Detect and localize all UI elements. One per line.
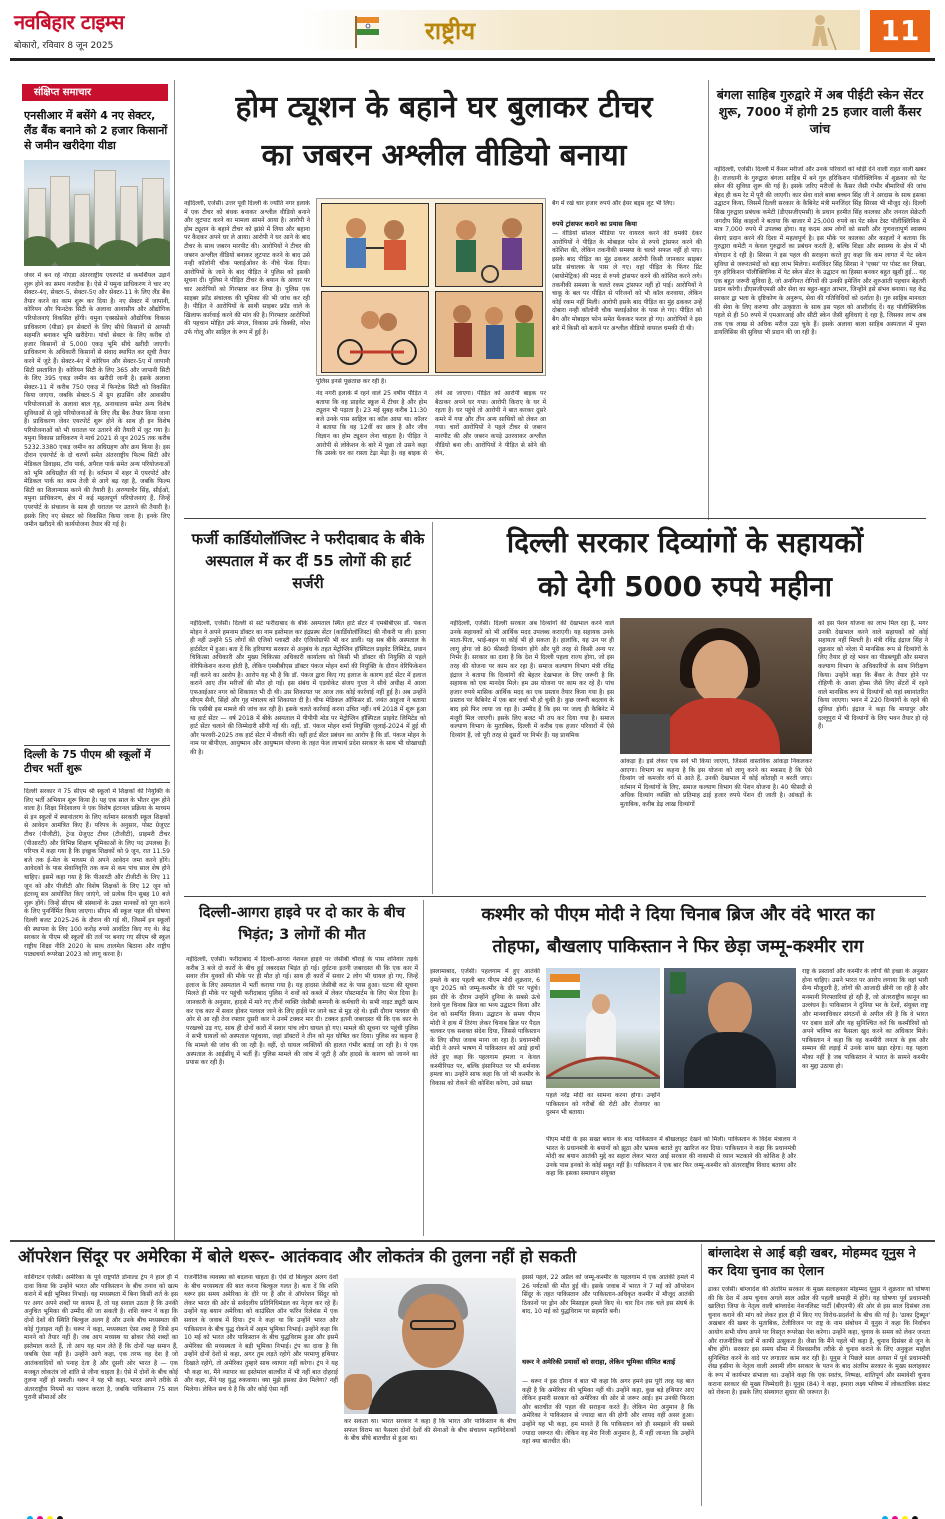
lead-headline-line2: का जबरन अश्लील वीडियो बनाया	[261, 138, 627, 173]
tharoor-col2-tail: कर सकता था। भारत सरकार ने कहा है कि भारत और पाकिस्तान के बीच सफल विराम का फैसला दोनों देशों की सेनाओं के बीच संचालन महानिदेशकों के बीच सीधे बातचीत से हुआ था।	[344, 1418, 516, 1443]
highway-body: नईदिल्ली, एजेंसी। फरीदाबाद में दिल्ली-आगरा नेशनल हाइवे पर जेसीबी चौराहे के पास शनिवार तड़के करीब 3 बजे दो कारों के बीच हुई जबरदस्त भिड़ंत हो गई। दुर्घटना इतनी जबरदस्त थी कि एक कार में सवार तीन युवकों की मौके पर ही मौत हो गई। साथ ही कारों में सवार 2 लोग भी घायल हो गए, जिन्हें इलाज के लिए अस्पताल में भर्ती कराया गया है। यह हादसा जेसीबी कट के पास हुआ। घटना की सूचना मिलते ही मौके पर पहुंची फरीदाबाद पुलिस ने शवों को कब्जे में लेकर पोस्टमार्टम के लिए भेज दिया है। जानकारी के अनुसार, हादसे में मारे गए तीनों व्यक्ति जेसीबी कम्पनी के कर्मचारी थे। सभी नाइट ड्यूटी खत्म कर एक कार में सवार होकर पलवल जाने के लिए हाईवे पर जाने कट से मुड़ रहे थे। इसी दौरान पलवल की ओर से आ रही तेज रफ्तार दूसरी कार ने उनमें टक्कर मार दी। टक्कर इतनी जबरदस्त थी कि एक कार के परखच्चे उड़ गए, साथ ही दोनों कारों में सवार पांच लोग घायल हो गए। मामले की सूचना पर पहुंची पुलिस ने सभी घायलों को अस्पताल पहुंचाया, जहां डॉक्टरों ने तीन को मृत घोषित कर दिया। पुलिस का कहना है कि मामले की जांच की जा रही है। वहीं, दो घायल व्यक्तियों की हालत गंभीर बताई जा रही है। ये एक अस्पताल के आईसीयू में भर्ती हैं। पुलिस मामले की जांच में जुटी है और हादसे के कारण को जानने का प्रयास कर रही है।	[186, 956, 418, 1067]
kashmir-headline-line2: तोहफा, बौखलाए पाकिस्तान ने फिर छेड़ा जम्मू-कश्मीर राग	[492, 937, 864, 957]
chenab-bridge-photo	[546, 968, 660, 1088]
highway-headline: दिल्ली-आगरा हाइवे पर दो कार के बीच भिड़ंत; 3 लोगों की मौत	[198, 905, 405, 943]
divyang-headline-line1: दिल्ली सरकार दिव्यांगों के सहायकों	[506, 526, 864, 559]
bangla-sahib-body: नईदिल्ली, एजेंसी। दिल्ली में कैंसर मरीजों और उनके परिवारों को थोड़ी देने वाली राहत वाली खबर है। राजधानी के गुरुद्वारा बंगला साहिब में बने गुरु हरिकिशन पॉलीक्लिनिक में शुक्रवार को पेट स्केन की सुविधा शुरू की गई है। इसके जरिए मरीजों के कैंसर जैसी गंभीर बीमारियों की जांच बेहद ही कम रेट में पूरी की जाएगी। कार सेवा वाले बाबा बच्चन सिंह जी ने अरदास के साथ इसका उद्घाटन किया, जिसमें दिल्ली सरकार के कैबिनेट मंत्री मनजिंदर सिंह सिरसा भी मौजूद रहे। दिल्ली सिख गुरुद्वारा प्रबंधक कमेटी (डीएसजीएमसी) के प्रधान हरमीत सिंह कालका और जनरल सेक्रेटरी जगदीप सिंह काहलों ने बताया कि बाजार में 25,000 रुपये का पेट स्केन टेस्ट पॉलीक्लिनिक में मात्र 7,000 रुपये में उपलब्ध होगा। यह कदम आम लोगों को सस्ती और गुणवत्तापूर्ण स्वास्थ्य सेवाएं प्रदान करने की दिशा में महत्वपूर्ण है। इस मौके पर कालका और काहलों ने बताया कि गुरुद्वारा कमेटी न केवल गुरुद्वारों का प्रबंधन करती है, बल्कि शिक्षा और स्वास्थ्य के क्षेत्र में भी योगदान दे रही है। सिरसा ने इस पहल की सराहना करते हुए कहा कि कम लागत में पेट स्केन सुविधा से जरूरतमंदों को बड़ा लाभ मिलेगा। मनजिंदर सिंह सिरसा ने 'एक्स' पर पोस्ट कर लिखा, गुरु हरिकिशन पॉलीक्लिनिक में पेट स्केन सेंटर के उद्घाटन का हिस्सा बनकर बहुत खुशी हुई... यह एक बहुत जरूरी सुविधा है, जो अनगिनत रोगियों की उनकी इमेजिंग और शुरुआती पहचान बेहतरी प्रदान करेगी। डीएसजीएमसी और सेवा का बहुत-बहुत आभार, जिन्होंने इसे संभव बनाया। यह केंद्र सरकार द्वा भला के दृष्टिकोण के अनुरूप, सेवा की गतिविधियों को दर्शाता है। गुरु साहिब मानवता की सेवा के लिए करुणा और उत्कृष्टता के साथ इस पहल को आशीर्वाद दें। यह पॉलीक्लिनिक पहले से ही 50 रुपये में एमआरआई और सीटी स्केन जैसी सुविधाएं दे रहा है, जिसका लाभ अब तक एक लाख से अधिक मरीज उठा चुके हैं। इसके अलावा बाला साहिब अस्पताल में मुफ्त डायलिसिस की सुविधा भी प्रदान की जा रही है।	[714, 166, 926, 337]
masthead-rule	[10, 58, 935, 61]
page-number: 11	[870, 10, 930, 52]
tharoor-headline: ऑपरेशन सिंदूर पर अमेरिका में बोले थरूर- आतंकवाद और लोकतंत्र की तुलना नहीं हो सकती	[18, 1247, 577, 1266]
kashmir-headline-line1: कश्मीर को पीएम मोदी ने दिया चिनाब ब्रिज और वंदे भारत का	[481, 905, 875, 925]
section-divider	[184, 896, 926, 897]
brief-divider	[24, 745, 170, 746]
section-divider	[184, 518, 926, 519]
cardio-headline: फर्जी कार्डियोलॉजिस्ट ने फरीदाबाद के बीके अस्पताल में कर दीं 55 लोगों की हार्ट सर्जरी	[191, 530, 425, 592]
masthead	[0, 0, 945, 64]
cardio-body: नईदिल्ली, एजेंसी। दिल्ली से सटे फरीदाबाद के बीके अस्पताल स्थित हार्ट सेंटर में एमबीबीएस डॉ. पंकज मोहन ने अपने हमनाम डॉक्टर का नाम इस्तेमाल कर इंद्रप्रस्थ सेंटर (कार्डियोलॉजिस्ट) की नौकरी पा ली। इतना ही नहीं उन्होंने 55 लोगों की एंजियो प्लास्टी और एंजियोग्राफी भी कर डाली। यह सब बीके अस्पताल के हार्टसेंटर में हुआ। बता दें कि हरियाणा सरकार से अनुबंध के तहत मेट्रोप्लिन हॉस्पिटल प्राइवेट लिमिटेड, प्रधान चिकित्सा अधिकारी और मुख्य चिकित्सा अधिकारी कार्यालय को किसी भी डॉक्टर की नियुक्ति से पहले वेरिफिकेशन करना होती है, लेकिन एमबीबीएस डॉक्टर पंकज मोहन शर्मा की नियुक्ति के दौरान वेरिफिकेशन नहीं करने का आरोप है। आरोप यह भी है कि डॉ. पंकज द्वारा किए गए इलाज के कारण हार्ट सेंटर में इलाज कराने आए तीन मरीजों की मौत हो गई। इस संबंध में एडवोकेट संजय गुप्ता ने सीधे अधीक्ष में आला एफआईआर नगर को शिकायत भी दी थी। उस शिकायत पर आज तक कोई कार्रवाई नहीं हुई है। अब उन्होंने सीएम सैनी, सिंहो और गृह मंत्रालय को शिकायत दी है। चीफ मेडिकल ऑफिसर डॉ. जयंत आहूजा ने बताया कि एसीबी इस मामले की जांच कर रही है। इसके चलते कार्रवाई करना उचित नहीं। वर्ष 2018 में शुरू हुआ था हार्ट सेंटर — वर्ष 2018 में बीके अस्पताल में पीपीपी मोड पर मेट्रोप्लिन हॉस्पिटल प्राइवेट लिमिटेड को हार्ट सेंटर चलाने की जिम्मेदारी सौंपी गई थी। वहीं, डॉ. पंकज मोहन शर्मा नियुक्ति जुलाई-2024 में हुई थी और फरवरी-2025 तक हार्ट सेंटर में नौकरी की। वहीं हार्ट सेंटर प्रबंधन का आरोप है कि डॉ. पंकज मोहन के नाम पर बीपीएल, आयुष्मान और आयुष्मान योजना के तहत फेल लाभार्थ प्रदेश सरकार के साथ भी धोखाधड़ी की है।	[190, 620, 426, 756]
section-divider	[10, 1240, 935, 1242]
section-banner	[300, 10, 860, 50]
lead-col3-subhead: रुपये ट्रांसफर कराने का प्रयास किया	[552, 220, 637, 228]
kashmir-col1-caption: पहले नरेंद्र मोदी का सामना करना होगा। उन्होंने पाकिस्तान को गरीबों की रोटी और रोजगार का दुश्मन भी बताया।	[546, 1092, 660, 1117]
divyang-col2: आंकड़ा है। इसे लेकर एक सर्वे भी किया जाएगा, जिससे वास्तविक आंकड़ा निकलकर आएगा। विभाग का कहना है कि इस योजना को लागू करने का मकसद है कि ऐसे दिव्यांग जो कमजोर वर्ग से आते हैं, उनकी देखभाल में कोई कोताही न बरती जाए। वर्तमान में दिव्यांगों के लिए, समाज कल्याण विभाग की पेंशन योजना है। 40 फीसदी से अधिक दिव्यांग व्यक्ति को प्रतिमाह ढाई हजार रुपये पेंशन दी जाती है। आंकड़ों के मुताबिक, करीब डेढ़ लाख दिव्यांगों	[620, 758, 812, 808]
brief1-body: जेवर में बन रहे नोएडा अंतरराष्ट्रीय एयरपोर्ट से कमर्शियल उड़ानें शुरू होने का समय नजदीक है। ऐसे में यमुना प्राधिकरण ने चार नए सेक्टर-4ए, सेक्टर-5, सेक्टर-5ए और सेक्टर-11 के लिए लैंड बैंक तैयार करने का काम शुरू कर दिया है। नए सेक्टर में जापानी, कोरियन और फिनटेक सिटी के अलावा आवासीय और औद्योगिक परियोजनाएं विकसित होंगी। यमुना एक्सप्रेसवे औद्योगिक विकास प्राधिकरण (यीडा) इन सेक्टरों के लिए सीधे किसानों से आपसी सहमति बनाकर भूमि खरीदेगा। पांचों सेक्टर के लिए करीब दो हजार किसानों से 5,000 एकड़ भूमि सीधे खरीदी जाएगी। प्राधिकरण के अधिकारी किसानों से संवाद स्थापित कर सूची तैयार करने में जुटे हैं। सेक्टर-4ए में कोरियन और सेक्टर-5ए में जापानी सिटी प्रस्तावित है। कोरियन सिटी के लिए 365 और जापानी सिटी के लिए 395 एकड़ जमीन का खरीदी जानी है। इसके अलावा सेक्टर-11 में करीब 750 एकड़ में फिनटेक सिटी को विकसित किया जाएगा, जबकि सेक्टर-5 में ग्रुप हाउसिंग और आवासीय परियोजनाओं के अलावा बाल गृह, अनाथालय समेत अन्य विशेष सुविधाओं से जुड़े परियोजनाओं के लिए लैंड बैंक तैयार किया जाना है। प्राधिकरण जेवर एयरपोर्ट शुरू होने के साथ ही इन विशेष परियोजनाओं को भी धरातल पर उतारने की तैयारी में जुट गया है। यमुना विकास प्राधिकरण ने मार्च 2021 से जून 2025 तक करीब 5232.3380 एकड़ जमीन का अधिग्रहण और क्रय किया है। इस दौरान एयरपोर्ट के दो चरणों समेत अंतरराष्ट्रीय फिल्म सिटी और मेडिकल डिवाइस, टॉय पार्क, अपैरल पार्क समेत अन्य परियोजनाओं को भूमि अधिग्रहीत की गई है। वर्तमान में शहर में एयरपोर्ट और मेडिकल पार्क का काम तेजी से आगे बढ़ रहा है, जबकि फिल्म सिटी का शिलान्यास करने की तैयारी है। अरण्याचैर सिंह, सीईओ, यमुना प्राधिकरण, क्षेत्र में कई महत्वपूर्ण परियोजनाएं हैं, जिन्हें एयरपोर्ट के संचालन के साथ ही धरातल पर उतारने की तैयारी है। इसके लिए नए सेक्टर को विकसित किया जाना है। इनके लिए जमीन खरीदने की कार्ययोजना तैयार की गई है।	[24, 272, 170, 529]
brief-divider	[24, 782, 170, 783]
lead-col3: बैग में रखे चार हजार रुपये और ईयर बड्स लूट भी लिए।	[552, 200, 675, 207]
tharoor-col3-body: — थरूर ने इस दौरान ये बात भी कहा कि अगर हमने इस पूरी तरह यह बात कही है कि अमेरिका की भूमिका नहीं थी। उन्होंने कहा, कुछ बड़े हथियार आए लेकिन हमारी सरकार को अमेरिका की ओर से जरूर आई। हम उनकी फिरता और बातचीत की पहल की सराहना करते हैं। लेकिन मेरा अनुमान है कि अमेरिका ने पाकिस्तान से ज्यादा बात की होगी और शायद वहीं असर हुआ। उन्होंने यह भी कहा, हम मानते हैं कि पाकिस्तान को ही समझाने की सबसे ज्यादा जरूरत थी। लेकिन यह मेरा निजी अनुमान है, मैं नहीं जानता कि उन्होंने वहां क्या बातचीत की।	[522, 1378, 694, 1446]
lead-col3-body: — वीडियो सोशल मीडिया पर वायरल करने की धमकी देकर आरोपियों ने पीड़ित के मोबाइल फोन से रुपये ट्रांसफर करने की कोशिश की, लेकिन तकनीकी समस्या के चलते सफल नहीं हो पाए। इसके बाद पीड़ित का मुंह ढककर आरोपी किसी जानकार साइबर फ्रॉड संचालक के पास ले गए। वहां पीड़ित के फिंगर प्रिंट (बायोमेट्रिक) की मदद से रुपये ट्रांसफर करने की कोशिश करने लगे। तकनीकी समस्या के चलते रकम ट्रांसफर नहीं हो पाई। आरोपियों ने चाकू के बल पर पीड़ित से परिजनों को भी कॉल करवाया, लेकिन कोई रकम नहीं मिली। आरोपी इसके बाद पीड़ित का मुंह ढककर उन्हें दोबारा नन्ही कॉलोनी चौक फ्लाईओवर के पास ले गए। पीड़ित को बैग और मोबाइल फोन समेत फेंककर फरार हो गए। आरोपियों ने इस बारे में किसी को बताने पर अश्लील वीडियो वायरल धमकी दी थी।	[552, 230, 702, 332]
lead-col1: नईदिल्ली, एजेंसी। उत्तर पूर्वी दिल्ली के ज्योति नगर इलाके में एक टीचर को बंधक बनाकर अश्लील वीडियो बनाने और लूटपाट करने का मामला सामने आया है। आरोपी ने होम ट्यूशन के बहाने टीचर को झांसे में लिया और बहाना पर कैदकर अपने घर ले आया। आरोपी ने घर आने के बाद टीचर के साथ जबरन मारपीट की। आरोपियों ने टीचर की जबरन अश्लील वीडियो बनाकर लूटपाट करने के बाद उसे नन्ही कॉलोनी चौक फ्लाईओवर के नीचे फेंक दिया। आरोपियों के जाने के बाद पीड़ित ने पुलिस को इसकी सूचना दी। पुलिस ने पीड़ित टीचर के बयान के आधार पर चार आरोपियों को गिरफ्तार कर लिया है। पुलिस एक साइबर फ्रॉड संचालक की भूमिका की भी जांच कर रही है। पीड़ित ने आरोपियों के साथी साइबर फ्रॉड वाले के खिलाफ कार्रवाई करने की मांग की है। गिरफ्तार आरोपियों की पहचान मोहित उर्फ मंगल, विकास उर्फ विक्की, नरेश उर्फ गोलू और साहिल के रूप में हुई है।	[184, 200, 310, 336]
gandhi-figure-icon	[780, 12, 850, 52]
column-divider	[701, 1244, 702, 1506]
divyang-col3: को इस पेंशन योजना का लाभ मिल रहा है, मगर उनकी देखभाल करने वाले सहायकों को कोई सहायता नहीं मिलती है। मंत्री रविंद्र इंद्राज सिंह ने शुक्रवार को नरेला में मानसिक रूप से दिव्यांगों के लिए तैयार हो रहे भवन का पीडब्ल्यूडी और समाज कल्याण विभाग के अधिकारियों के साथ निरीक्षण किया। उन्होंने कहा कि बैंकर के तैयार होने पर रोहिणी के आशा होम्स जैसे लिए सेंटरों में रहने वाले मानसिक रूप से दिव्यांगों को यहां स्थानांतरित किया जाएगा। भवन में 220 दिव्यांगों के रहने की सुविधा होगी। इंद्राज ने कहा कि मायापुर और दल्लूपुरा में भी दिव्यांगों के लिए भवन तैयार हो रहे हैं।	[818, 620, 928, 731]
lead-headline-line1: होम ट्यूशन के बहाने घर बुलाकर टीचर	[235, 90, 653, 125]
bangladesh-headline: बांग्लादेश से आई बड़ी खबर, मोहम्मद यूनुस ने कर दिया चुनाव का ऐलान	[708, 1245, 916, 1278]
issue-date: बोकारो, रविवार 8 जून 2025	[14, 41, 114, 51]
lead-photo-caption: पुलिस इनसे पूछताछ कर रही है।	[316, 378, 387, 385]
color-registration-strip	[0, 1508, 945, 1516]
section-title: राष्ट्रीय	[425, 17, 476, 45]
kashmir-col1: इस्लामाबाद, एजेंसी। पहलगाम में हुए आतंकी हमले के बाद पहली बार पीएम मोदी शुक्रवार, 6 जून 2025 को जम्मू-कश्मीर के दौरे पर पहुंचे। इस दौरे के दौरान उन्होंने दुनिया के सबसे ऊंचे रेलवे पुल चिनाब ब्रिज का भव्य उद्घाटन किया और देश को समर्पित किया। उद्घाटन के समय पीएम मोदी ने हाथ में तिरंगा लेकर चिनाब ब्रिज पर पैदल चलकर एक सशक्त संदेश दिया, जिससे पाकिस्तान के लिए सीधा जवाब माना जा रहा है। प्रधानमंत्री मोदी ने अपने भाषण में पाकिस्तान को आड़े हाथों लेते हुए कहा कि पहलगाम हमला न केवल कश्मीरियत पर, बल्कि इंसानियत पर भी शर्मनाक हमला था। उन्होंने साफ कहा कि जो भी कश्मीर के विकास को रोकने की कोशिश करेगा, उसे सख्त	[430, 968, 540, 1087]
tharoor-col1: वाशिंगटन एजेंसी। अमेरिका के पूर्व राष्ट्रपति डोनाल्ड ट्रंप ने हाल ही में दावा किया कि उन्होंने भारत और पाकिस्तान के बीच तनाव को खत्म कराने में बड़ी भूमिका निभाई। वह मध्यस्थता में बिना किसी शर्त के इस पर अगर अपने शब्दों पर कायम हैं, तो यह सवाल उठता है कि उनकी अनुचित भूमिका की उम्मीद की जा सकती है। शशि थरूर ने कहा कि दोनों देशों की स्थिति बिल्कुल अलग है और उनके बीच मध्यस्थता की कोई गुंजाइश नहीं है। थरूर ने कहा, मध्यस्थता ऐसा शब्द है जिसे हम मानने को तैयार नहीं हैं। जब आप मध्यस्थ या ब्रोकर जैसे शब्दों का इस्तेमाल करते हैं, तो आप यह मान लेते हैं कि दोनों पक्ष समान हैं, जबकि ऐसा नहीं है। उन्होंने आगे कहा, एक तरफ वह देश है जो आतंकवादियों को पनाह देता है और दूसरी ओर भारत है — एक मजबूत लोकतंत्र जो शांति से जीना चाहता है। ऐसे में दोनों के बीच कोई तुलना नहीं हो सकती। थरूर ने यह भी कहा, भारत अपने तरीके से अंतरराष्ट्रीय नियमों का पालन करता है, जबकि पाकिस्तान 75 साल पुरानी सीमाओं और	[24, 1274, 178, 1402]
minister-portrait-photo	[620, 618, 812, 754]
tharoor-col3: इससे पहले, 22 अप्रैल को जम्मू-कश्मीर के पहलगाम में एक आतंकी हमले में 26 पर्यटकों की मौत हुई थी। इसके जवाब में भारत ने 7 मई को ऑपरेशन सिंदूर के तहत पाकिस्तान और पाकिस्तान-अधिकृत कश्मीर में मौजूद आतंकी ठिकानों पर ड्रोन और मिसाइल हमले किए थे। चार दिन तक चले इस संघर्ष के बाद, 10 मई को युद्धविराम पर सहमति बनी।	[522, 1274, 694, 1316]
shashi-tharoor-photo	[344, 1278, 516, 1414]
divyang-col1: नईदिल्ली, एजेंसी। दिल्ली सरकार अब दिव्यांगों की देखभाल करने वाले उनके सहायकों को भी आर्थिक मदद उपलब्ध कराएगी। यह सहायक उनके माता-पिता, भाई-बहन या कोई भी हो सकता है। हालांकि, यह उन पर ही लागू होगा जो 80 फीसदी दिव्यांग होंगे और पूरी तरह से किसी अन्य पर निर्भर हैं। सरकार का दावा है कि देश में दिल्ली पहला राज्य होगा, जो इस तरह की योजना पर काम कर रहा है। समाज कल्याण विभाग मंत्री रविंद्र इंद्राज ने बताया कि दिव्यांगों की बेहतर देखभाल के लिए जरूरी है कि सहायक को एक मानदेय मिले। हम उस योजना पर काम कर रहे हैं। पांच हजार रुपये मासिक आर्थिक मदद का एक प्रस्ताव तैयार किया गया है। इस प्रस्ताव पर कैबिनेट में एक बार चर्चा भी हो चुकी है। कुछ जरूरी बदलाव के बाद इसे फिर लाया जा रहा है। उम्मीद है कि इस पर जल्द ही कैबिनेट में मंजूरी मिल जाएगी। इसके लिए बजट भी तय कर दिया गया है। समाज कल्याण विभाग के मुताबिक, दिल्ली में करीब एक हजार परिवारों में ऐसे दिव्यांग हैं, जो पूरी तरह से दूसरों पर निर्भर हैं। यह प्राथमिक	[450, 620, 614, 739]
kashmir-col3: राष्ट्र के प्रस्तावों और कश्मीर के लोगों की इच्छा के अनुसार होना चाहिए। उसने भारत पर आरोप लगाया कि वहां भारी सैन्य मौजूदगी है, लोगों की आजादी छीनी जा रही है और मनमानी गिरफ्तारियां हो रही हैं, जो अंतरराष्ट्रीय कानून का उल्लंघन है। पाकिस्तान ने दुनिया भर के देशों, संयुक्त राष्ट्र और मानवाधिकार संगठनों से अपील की है कि वे भारत पर दबाव डालें और यह सुनिश्चित करें कि कश्मीरियों को अपने भविष्य का फैसला खुद करने का अधिकार मिले। पाकिस्तान ने कहा कि वह कश्मीरी जनता के हक और सम्मान की लड़ाई में उनके साथ खड़ा रहेगा। यह पहला मौका नहीं है जब पाकिस्तान ने भारत के सामने कश्मीर का मुद्दा उठाया हो।	[802, 968, 928, 1070]
column-divider	[423, 900, 424, 1236]
briefs-tab: संक्षिप्त समाचार	[22, 84, 168, 101]
column-divider	[174, 80, 175, 1240]
column-divider	[708, 80, 709, 520]
brief2-headline: दिल्ली के 75 पीएम श्री स्कूलों में टीचर भर्ती शुरू	[24, 749, 151, 775]
column-divider	[432, 522, 433, 894]
illustration-assault	[316, 198, 546, 376]
flag-icon	[350, 14, 382, 48]
bangla-sahib-headline: बंगला साहिब गुरुद्वारे में अब पीईटी स्केन सेंटर शुरू, 7000 में होगी 25 हजार वाली कैंसर जांच	[716, 87, 924, 136]
divyang-headline-line2: को देगी 5000 रुपये महीना	[537, 570, 833, 603]
kashmir-col2: पीएम मोदी के इस सख्त बयान के बाद पाकिस्तान में बौखलाहट देखने को मिली। पाकिस्तान के विदेश मंत्रालय ने भारत के प्रधानमंत्री के बयानों को झूठा और भ्रामक बताते हुए खारिज कर दिया। पाकिस्तान ने कहा कि प्रधानमंत्री मोदी का बयान आतंकी मुद्दे का सहारा लेकर भारत आई सरकार की नाकामी से ध्यान भटकाने की कोशिश है और उनके पास इनको के कोई सबूत नहीं है। पाकिस्तान ने एक बार फिर जम्मू-कश्मीर को अंतरराष्ट्रीय विवाद बताया और कहा कि इसका समाधान संयुक्त	[546, 1136, 796, 1178]
tharoor-col2: राजनीतिक व्यवस्था को बदलना चाहता है। ऐसे दो बिल्कुल अलग देशों के बीच मध्यस्थता की बात करना बिल्कुल गलत है। बता दें कि शशि थरूर इस समय अमेरिका के दौरे पर हैं और वे ऑपरेशन सिंदूर को लेकर भारत की ओर से सर्वदलीय प्रतिनिधिमंडल का नेतृत्व कर रहे हैं। उन्होंने यह बयान अमेरिका को काउंसिल ऑन फॉरेन रिलेशंस में एक सवाल के जवाब में दिया। ट्रंप ने कहा था कि उन्होंने भारत और पाकिस्तान के बीच युद्ध रोकने में अहम भूमिका निभाई। उन्होंने कहा कि 10 मई को भारत और पाकिस्तान के बीच युद्धविराम हुआ और इसमें अमेरिका की मध्यस्थता ने बड़ी भूमिका निभाई। ट्रंप का दावा है कि उन्होंने दोनों देशों से कहा, अगर तुम लड़ते रहोगे और परमाणु हथियार दिखाते रहोगे, तो अमेरिका तुम्हारे साथ व्यापार नहीं करेगा। ट्रंप ने यह भी कहा था, मैंने व्यापार का इस्तेमाल बातचीत में भी नहीं बात दोहराई और कहा, मैंने यह युद्ध रुकवाया। क्या मुझे इसका क्रेय मिलेगा? नहीं मिलेगा। लेकिन सच ये है कि और कोई ऐसा नहीं	[184, 1274, 338, 1393]
bangladesh-body: ढाका एजेंसी। बांग्लादेश की अंतरिम सरकार के मुख्य सलाहकार मोहम्मद यूनुस ने शुक्रवार को घोषणा की कि देश में आम चुनाव अगले साल अप्रैल की पहली छमाही में होंगे। यह घोषणा पूर्व प्रधानमंत्री खालिदा जिया के नेतृत्व वाली बांग्लादेश नेशनलिस्ट पार्टी (बीएनपी) की ओर से इस साल दिसंबर तक चुनाव कराने की मांग को लेकर हाल ही में किए गए विरोध-प्रदर्शनों के बीच की गई है। 'ढाका ट्रिब्यून' अखबार की खबर के मुताबिक, टेलीविजन पर राष्ट्र के नाम संबोधन में यूनुस ने कहा कि निर्वाचन आयोग सभी योग्य अपने पर विस्तृत रूपरेखा पेश करेगा। उन्होंने कहा, चुनाव के समय को लेकर जनता और राजनीतिक दलों में काफी उत्सुकता है। जैसा कि मैंने पहले भी कहा है, चुनाव दिसंबर से जून के बीच होंगे। सरकार इस समय सीमा में विश्वसनीय तरीके से चुनाव कराने के लिए अनुकूल माहौल सुनिश्चित करने के वादे पर लगातार काम कर रही है। यूनुस ने पिछले साल अगस्त में पूर्व प्रधानमंत्री शेख हसीना के नेतृत्व वाली अवामी लीग सरकार के पतन के बाद अंतरिम सरकार के मुख्य सलाहकार के रूप में कार्यभार संभाला था। उन्होंने कहा कि एक स्वतंत्र, निष्पक्ष, शांतिपूर्ण और समावेशी चुनाव कराना सरकार की मुख्य जिम्मेदारी है। यूनुस (84) ने कहा, हमारा लक्ष्य भविष्य में लोकतांत्रिक संकट को रोकना है। इसके लिए संस्थागत सुधार की जरूरत है।	[708, 1286, 930, 1397]
tharoor-col3-subhead: थरूर ने अमेरिकी प्रयासों को सराहा, लेकिन भूमिका सीमित बताई	[522, 1358, 676, 1366]
brand-logo: नवबिहार टाइम्स	[14, 10, 124, 34]
brief1-headline: एनसीआर में बसेंगे 4 नए सेक्टर, लैंड बैंक बनाने को 2 हजार किसानों से जमीन खरीदेगा यीडा	[24, 109, 168, 152]
city-skyline-photo	[24, 160, 170, 266]
lead-col2: नंद नगरी इलाके में रहने वाले 25 वर्षीय पीड़ित ने बताया कि वह प्राइवेट स्कूल में टीचर है और होम ट्यूशन भी पढ़ाता है। 23 मई सुबह करीब 11:30 बजे उनके पास साहिल का कॉल आया था। कॉलर ने बताया कि वह 12वीं का छात्र है और जीव विज्ञान का होम ट्यूशन लेना चाहता है। पीड़ित ने आरोपी से लोकेशन के बारे में पूछा तो उसने कहा कि उसके घर का रास्ता टेढ़ा मेढ़ा है। वह बाइक से लेने आ जाएगा। पीड़ित को आरोपी बाइक पर बैठाकर अपने घर गया। आरोपी किराए के घर में रहता है। घर पहुंचे तो आरोपी ने बात करकर दूसरे कमरे में गया और तीन अन्य साथियों को लेकर आ गया। चारों आरोपियों ने पहले टीचर से जबरन मारपीट की और जबरन कपड़े उतरवाकर अश्लील वीडियो बना ली। आरोपियों ने पीड़ित से सोने की चेन,	[316, 390, 546, 458]
pakistan-minister-photo	[664, 968, 796, 1088]
brief2-body: दिल्ली सरकार ने 75 सीएम श्री स्कूलों में शिक्षकों की नियुक्ति के लिए भर्ती अभियान शुरू किया है। यह एक साल के भीतर शुरू होने वाला है। शिक्षा निदेशालय ने एक विशेष इंटरनल प्रक्रिया के माध्यम से इन स्कूलों में स्थानांतरण के लिए वर्तमान सरकारी स्कूल शिक्षकों से आवेदन आमंत्रित किए हैं। परिपत्र के अनुसार, पोस्ट ग्रेजुएट टीचर (पीजीटी), ट्रेन्ड ग्रेजुएट टीचर (टीजीटी), प्राइमरी टीचर (पीआरटी) और विभिन्न शिक्षण भूमिकाओं के लिए पद उपलब्ध हैं। परिपत्र में कहा गया है कि इच्छुक शिक्षकों को 9 जून, रात 11.59 बजे तक ई-मेल के माध्यम से अपने आवेदन जमा करने होंगे। आवेदकों के पास सेवानिवृत्ति तक कम से कम पांच साल शेष होने चाहिए। इसमें कहा गया है कि पीआरटी और टीजीटी के लिए 11 जून को और पीजीटी और विशेष शिक्षकों के लिए 12 जून को इंटरव्यू सत्र आयोजित किए जाएंगे, जो प्रत्येक दिन सुबह 10 बजे शुरू होंगे। जिन्हें सीएम श्री संस्थानों के उन्नत मानकों को पूरा करने के लिए पुनर्निर्मित किया जाएगा। सीएम श्री स्कूल पहल की घोषणा दिल्ली बजट 2025-26 के दौरान की गई थी, जिसमें इन स्कूलों की स्थापना के लिए 100 करोड़ रुपये आवंटित किए गए थे। केंद्र सरकार के पीएम श्री स्कूलों की तर्ज पर बनाए गए सीएम श्री स्कूल राष्ट्रीय शिक्षा नीति 2020 के साथ तालमेल बिठाना और राष्ट्रीय पाठ्यचर्या रूपरेखा 2023 को लागू करना है।	[24, 788, 170, 959]
